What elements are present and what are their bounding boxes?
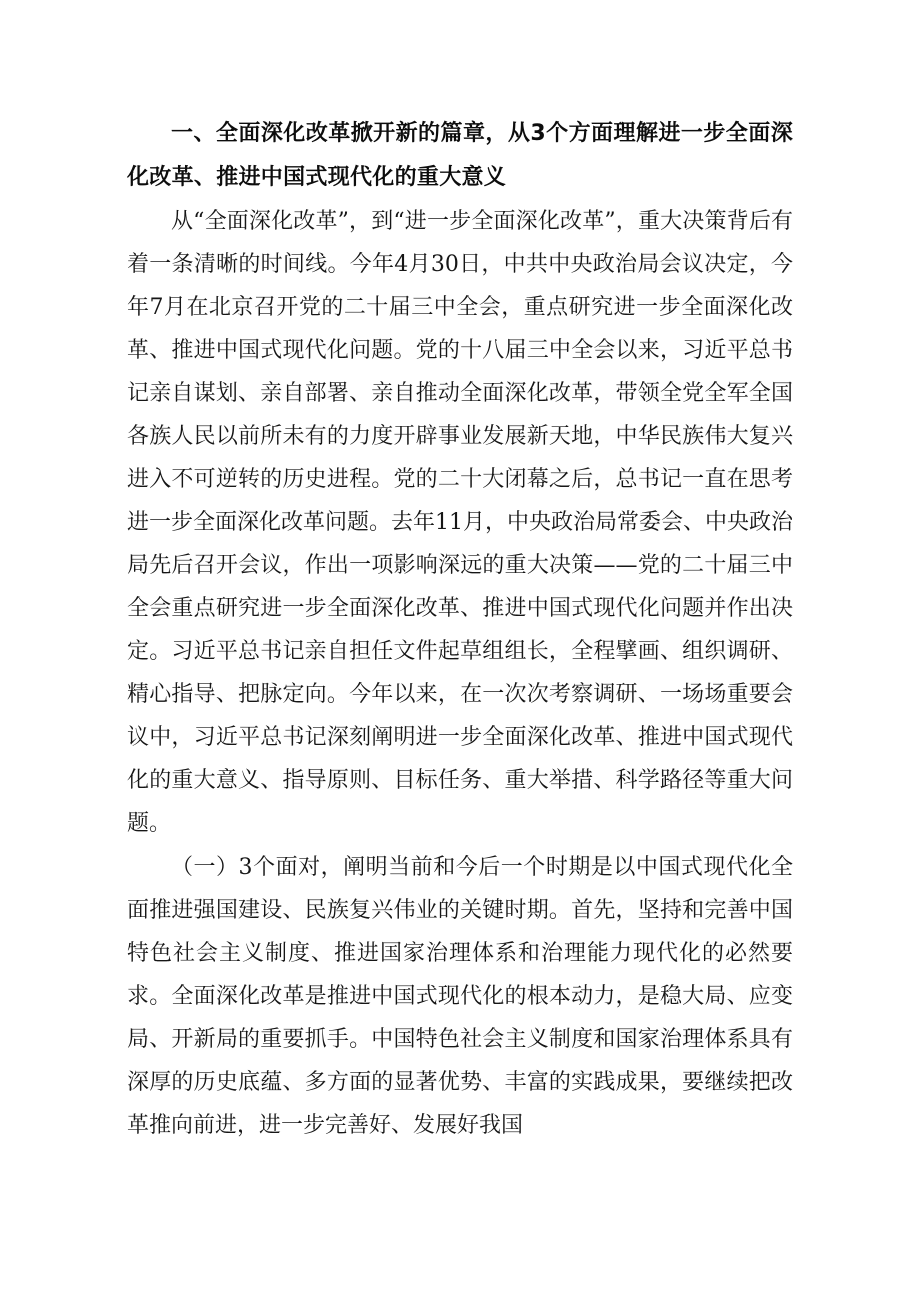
paragraph-three-facings: （一）3个面对，阐明当前和今后一个时期是以中国式现代化全面推进强国建设、民族复兴伟业的关键时期。首先，坚持和完善中国特色社会主义制度、推进国家治理体系和治理能力现代化的必然要求。全面深化改革是推进中国式现代化的根本动力，是稳大局、应变局、开新局的重要抓手。中国特色社会主义制度和国家治理体系具有深厚的历史底蕴、多方面的显著优势、丰富的实践成果，要继续把改革推向前进，进一步完善好、发展好我国 xyxy=(127,855,793,1138)
paragraph-timeline: 从“全面深化改革”，到“进一步全面深化改革”，重大决策背后有着一条清晰的时间线。今年4月30日，中共中央政治局会议决定，今年7月在北京召开党的二十届三中全会，重点研究进一步全面深化改革、推进中国式现代化问题。党的十八届三中全会以来，习近平总书记亲自谋划、亲自部署、亲自推动全面深化改革，带领全党全军全国各族人民以前所未有的力度开辟事业发展新天地，中华民族伟大复兴进入不可逆转的历史进程。党的二十大闭幕之后，总书记一直在思考进一步全面深化改革问题。去年11月，中央政治局常委会、中央政治局先后召开会议，作出一项影响深远的重大决策——党的二十届三中全会重点研究进一步全面深化改革、推进中国式现代化问题并作出决定。习近平总书记亲自担任文件起草组组长，全程擘画、组织调研、精心指导、把脉定向。今年以来，在一次次考察调研、一场场重要会议中，习近平总书记深刻阐明进一步全面深化改革、推进中国式现代化的重大意义、指导原则、目标任务、重大举措、科学路径等重大问题。 xyxy=(127,209,793,836)
section-heading: 一、全面深化改革掀开新的篇章，从3个方面理解进一步全面深化改革、推进中国式现代化的重大意义 xyxy=(127,121,793,190)
document-body xyxy=(127,112,793,1147)
